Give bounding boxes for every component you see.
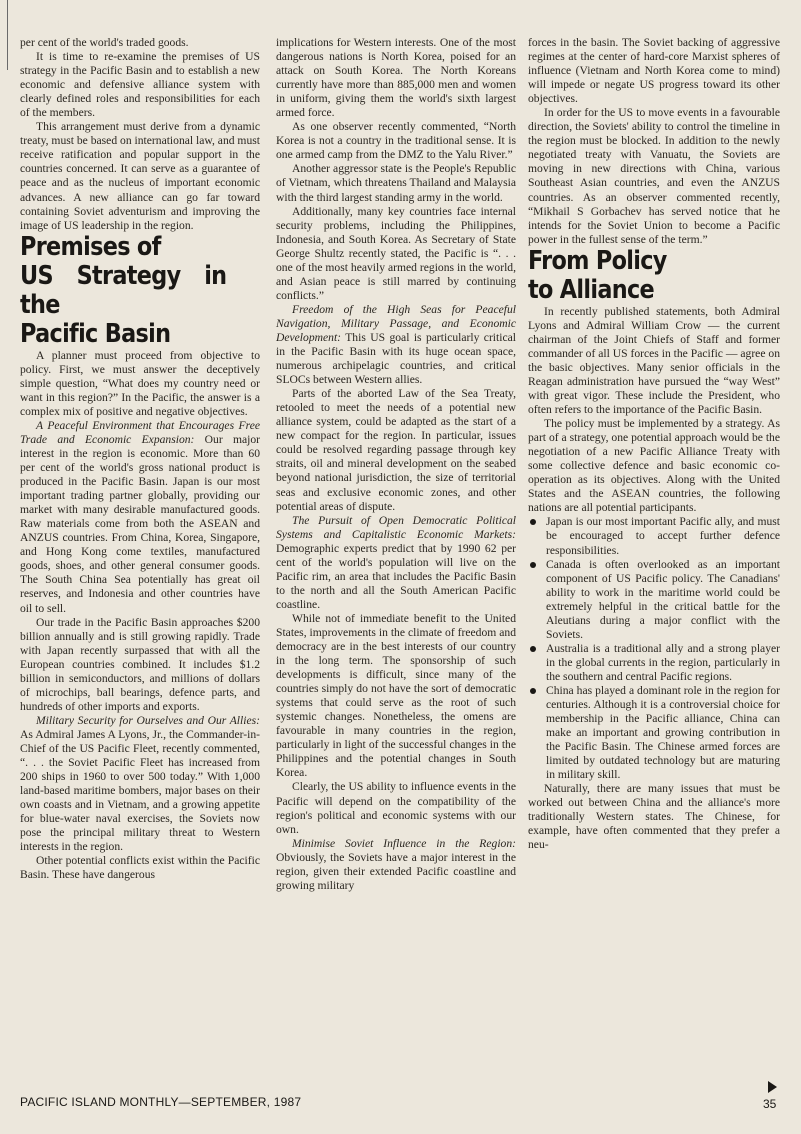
continued-arrow-icon — [768, 1081, 777, 1093]
paragraph: As one observer recently commented, “North Korea is not a country in the traditional sense. It is one armed camp from the DMZ to the Yalu River.” — [276, 120, 516, 162]
paragraph — [20, 419, 260, 616]
paragraph-body: Demographic experts predict that by 1990 62 per cent of the world's population will live on the Pacific rim, an area that includes the Pacific Basin to the north and all the South American Pacific coastline. — [276, 541, 516, 611]
paragraph: forces in the basin. The Soviet backing of aggressive regimes at the center of hard-core Marxist spheres of influence (Vietnam and North Korea come to mind) will impede or negate US progress toward its other objectives. — [528, 36, 780, 106]
paragraph: It is time to re-examine the premises of US strategy in the Pacific Basin and to establish a new economic and defensive alliance system with clearly defined roles and responsibilities for each of the members. — [20, 50, 260, 120]
page-number: 35 — [763, 1097, 777, 1111]
list-item: China has played a dominant role in the region for centuries. Although it is a controversial choice for membership in the Pacific alliance, China can make an important and growing contribution in the Pacific Basin. The Chinese armed forces are limited by outdated technology but are maturing in military skill. — [528, 684, 780, 782]
paragraph: A planner must proceed from objective to policy. First, we must answer the deceptively simple question, “What does my country need or want in this region?” In the Pacific, the answer is a complex mix of positive and negative objectives. — [20, 348, 260, 418]
bullet-icon — [530, 519, 536, 525]
paragraph-body: As Admiral James A Lyons, Jr., the Commander-in-Chief of the US Pacific Fleet, recently commented, “. . . the Soviet Pacific Fleet has increased from 200 ships in 1960 to over 500 today.” With 1,000 land-based maritime bombers, major bases on their own coasts and in Vietnam, and a growing appetite for blue-water naval exercises, the Soviets now pose the principal military threat to Western interests in the region. — [20, 727, 260, 854]
paragraph-body: Our major interest in the region is economic. More than 60 per cent of the world's gross national product is produced in the Pacific Basin. Japan is our most important trading partner globally, providing our market with many desirable manufactured goods. Raw materials come from both the ASEAN and ANZUS countries. From China, Korea, Singapore, and Hong Kong come textiles, manufactured goods, shoes, and other general consumer goods. The South China Sea potentially has great oil reserves, and Indonesia and other countries have oil to sell. — [20, 432, 261, 615]
margin-rule — [7, 0, 8, 70]
paragraph: In recently published statements, both Admiral Lyons and Admiral William Crow — the current chairman of the Joint Chiefs of Staff and former commander of all US forces in the Pacific — agree on the basic objectives. Many senior officials in the Reagan administration have pursued the “way West” with great vigor. These include the President, who often refers to the importance of the Pacific Basin. — [528, 304, 780, 417]
paragraph-body: Obviously, the Soviets have a major interest in the region, given their extended Pacific coastline and growing military — [276, 850, 516, 892]
subhead-lead: Freedom of the High Seas for Peaceful Navigation, Military Passage, and Economic Development: — [276, 302, 516, 344]
subhead-lead: The Pursuit of Open Democratic Political Systems and Capitalistic Economic Markets: — [276, 513, 516, 541]
paragraph — [276, 303, 516, 387]
paragraph: The policy must be implemented by a strategy. As part of a strategy, one potential approach would be the negotiation of a new Pacific Alliance Treaty with some collective defence and basic economic co-operation as its objectives. Along with the United States and the ASEAN countries, the following nations are all potential participants. — [528, 417, 780, 515]
paragraph: Our trade in the Pacific Basin approaches $200 billion annually and is still growing rapidly. Trade with Japan recently surpassed that with all the European countries combined. It includes $1.2 billion in semiconductors, and millions of dollars of microchips, ball bearings, defence parts, and hundreds of other imports and exports. — [20, 615, 260, 713]
subhead-lead: Minimise Soviet Influence in the Region: — [292, 836, 516, 850]
paragraph-body: This US goal is particularly critical in the Pacific Basin with its huge ocean space, numerous archipelagic countries, and critical SLOCs between Western allies. — [276, 330, 516, 387]
paragraph — [276, 837, 516, 893]
paragraph: This arrangement must derive from a dynamic treaty, must be based on international law, and must receive ratification and popular support in the countries concerned. It can serve as a guarantee of peace and as the nucleus of important economic advances. A new alliance can go far toward containing Soviet adventurism and improving the image of US leadership in the region. — [20, 120, 260, 232]
list-item: Australia is a traditional ally and a strong player in the global currents in the region, particularly in the southern and central Pacific regions. — [528, 642, 780, 684]
column-2 — [276, 36, 516, 893]
paragraph: While not of immediate benefit to the United States, improvements in the climate of freedom and democracy are in the best interests of our country in the long term. The sponsorship of such developments is difficult, since many of the countries simply do not have the sort of democratic systems that could serve as the root of such systemic changes. Nonetheless, the omens are favourable in many countries in the region, particularly in light of the successful changes in the Philippines and the potential changes in South Korea. — [276, 611, 516, 780]
section-heading-policy-to-alliance: From Policy to Alliance — [528, 245, 667, 305]
column-3 — [528, 36, 780, 853]
paragraph — [20, 714, 260, 854]
paragraph: Another aggressor state is the People's Republic of Vietnam, which threatens Thailand and Malaysia with the third largest standing army in the world. — [276, 162, 516, 204]
bullet-icon — [530, 562, 536, 568]
participant-list — [528, 515, 780, 782]
paragraph: Clearly, the US ability to influence events in the Pacific will depend on the compatibility of the region's political and economic systems with our own. — [276, 780, 516, 836]
bullet-icon — [530, 646, 536, 652]
footer-publication: PACIFIC ISLAND MONTHLY—SEPTEMBER, 1987 — [20, 1095, 302, 1109]
paragraph: Naturally, there are many issues that must be worked out between China and the alliance's more traditionally Western states. The Chinese, for example, have often commented that they prefer a neu- — [528, 782, 780, 852]
paragraph: Parts of the aborted Law of the Sea Treaty, retooled to meet the needs of a potential new alliance system, could be adapted as the start of a new compact for the region. In particular, issues could be resolved regarding passage through key straits, oil and mineral development on the seabed beyond national jurisdiction, the size of territorial seas and exclusive economic zones, and other potential areas of dispute. — [276, 387, 516, 513]
paragraph: In order for the US to move events in a favourable direction, the Soviets' ability to control the timeline in the region must be blocked. In addition to the newly negotiated treaty with Vanuatu, the Soviets are moving in new directions with China, various Southeast Asian countries, and even the ANZUS countries. As an observer commented recently, “Mikhail S Gorbachev has served notice that he intends for the Soviet Union to become a Pacific power in the fullest sense of the term.” — [528, 106, 780, 246]
paragraph: implications for Western interests. One of the most dangerous nations is North Korea, poised for an attack on South Korea. The North Koreans currently have more than 885,000 men and women in uniform, giving them the world's sixth largest armed force. — [276, 36, 516, 120]
subhead-lead: A Peaceful Environment that Encourages Free Trade and Economic Expansion: — [20, 418, 260, 446]
paragraph: Other potential conflicts exist within the Pacific Basin. These have dangerous — [20, 854, 260, 882]
paragraph: per cent of the world's traded goods. — [20, 36, 189, 49]
paragraph — [276, 514, 516, 612]
paragraph: Additionally, many key countries face internal security problems, including the Philippines, Indonesia, and South Korea. As Secretary of State George Shultz recently stated, the Pacific is “. . . one of the most heavily armed regions in the world, and Asian peace is still marred by continuing conflicts.” — [276, 204, 516, 302]
list-item: Japan is our most important Pacific ally, and must be encouraged to accept further defence responsibilities. — [528, 515, 780, 557]
subhead-lead: Military Security for Ourselves and Our Allies: — [36, 713, 260, 727]
section-heading-premises: Premises of US Strategy in the Pacific Basin — [20, 231, 227, 349]
bullet-icon — [530, 688, 536, 694]
list-item: Canada is often overlooked as an important component of US Pacific policy. The Canadians' ability to work in the maritime world could be extremely helpful in the critical battle for the Aleutians during a major conflict with the Soviets. — [528, 558, 780, 642]
column-1 — [20, 36, 260, 882]
